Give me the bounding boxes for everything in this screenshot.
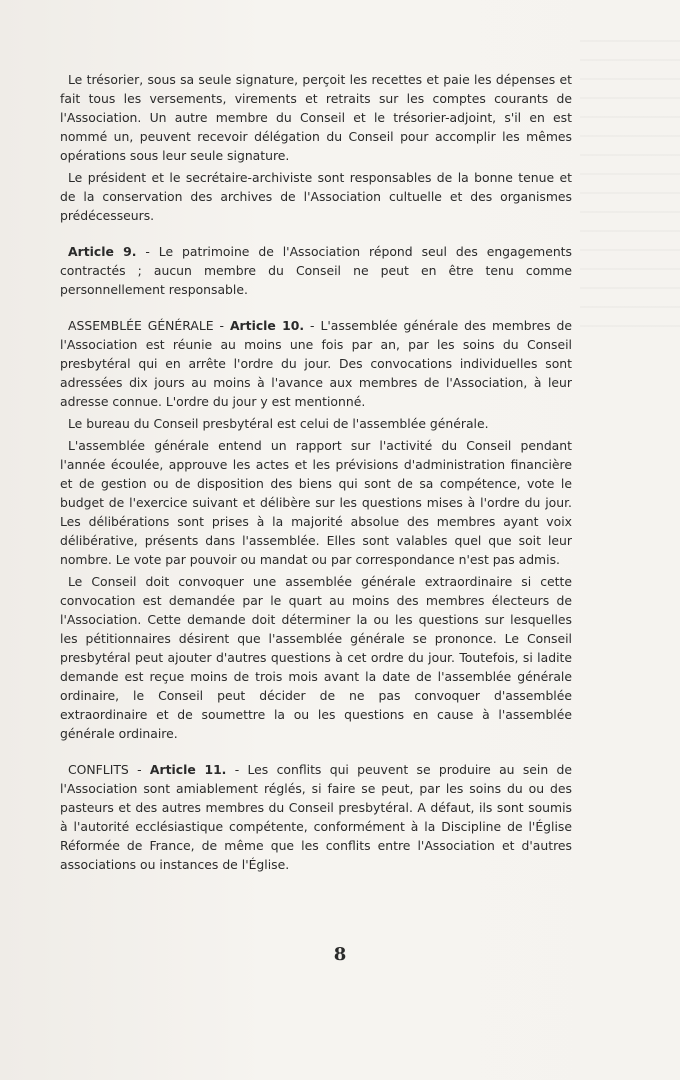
paragraph-archives: Le président et le secrétaire-archiviste sont responsables de la bonne tenue et de la conservation des archives de l'Association cultuelle et des organismes prédécesseurs.	[60, 170, 572, 223]
paragraph-rapport: L'assemblée générale entend un rapport sur l'activité du Conseil pendant l'année écoulée, approuve les actes et les prévisions d'administration financière et de gestion ou de disposition des biens qui sont de sa compétence, vote le budget de l'exercice suivant et délibère sur les questions mises à l'ordre du jour. Les délibérations sont prises à la majorité absolue des membres ayant voix délibérative, présents dans l'assemblée. Elles sont valables quel que soit leur nombre. Le vote par pouvoir ou mandat ou par correspondance n'est pas admis.	[60, 438, 572, 567]
paragraph-extraordinaire: Le Conseil doit convoquer une assemblée générale extraordinaire si cette convocation est demandée par le quart au moins des membres électeurs de l'Association. Cette demande doit déterminer la ou les questions sur lesquelles les pétitionnaires désirent que l'assemblée générale se prononce. Le Conseil presbytéral peut ajouter d'autres questions à cet ordre du jour. Toutefois, si ladite demande est reçue moins de trois mois avant la date de l'assemblée générale ordinaire, le Conseil peut décider de ne pas convoquer d'assemblée extraordinaire et de soumettre la ou les questions en cause à l'assemblée générale ordinaire.	[60, 574, 572, 741]
article-9-heading: Article 9.	[68, 244, 137, 259]
article-10-heading: Article 10.	[229, 318, 305, 333]
section-conflits: CONFLITS -	[68, 762, 150, 777]
section-assemblee-generale: ASSEMBLÉE GÉNÉRALE -	[68, 318, 230, 333]
article-9-text: - Le patrimoine de l'Association répond seul des engagements contractés ; aucun membre du Conseil ne peut en être tenu comme personnellement responsable.	[60, 244, 572, 297]
paragraph-bureau: Le bureau du Conseil presbytéral est celui de l'assemblée générale.	[68, 416, 489, 431]
page-number: 8	[333, 944, 347, 965]
article-10	[60, 316, 572, 411]
article-9	[60, 242, 572, 299]
article-11-text: - Les conflits qui peuvent se produire au sein de l'Association sont amiablement réglés, si faire se peut, par les soins du ou des pasteurs et des autres membres du Conseil presbytéral. A défaut, ils sont soumis à l'autorité ecclésiastique compétente, conformément à la Discipline de l'Église Réformée de France, de même que les conflits entre l'Association et d'autres associations ou instances de l'Église.	[60, 762, 573, 872]
article-11-heading: Article 11.	[149, 762, 227, 777]
article-10-text: - L'assemblée générale des membres de l'Association est réunie au moins une fois par an, par les soins du Conseil presbytéral qui en arrête l'ordre du jour. Des convocations individuelles sont adressées dix jours au moins à l'avance aux membres de l'Association, à leur adresse connue. L'ordre du jour y est mentionné.	[60, 318, 572, 409]
body-text	[60, 70, 572, 874]
bleed-through-texture	[580, 40, 680, 340]
paragraph-tresorier: Le trésorier, sous sa seule signature, perçoit les recettes et paie les dépenses et fait tous les versements, virements et retraits sur les comptes courants de l'Association. Un autre membre du Conseil et le trésorier-adjoint, s'il en est nommé un, peuvent recevoir délégation du Conseil pour accomplir les mêmes opérations sous leur seule signature.	[60, 72, 572, 163]
article-11	[60, 760, 572, 874]
